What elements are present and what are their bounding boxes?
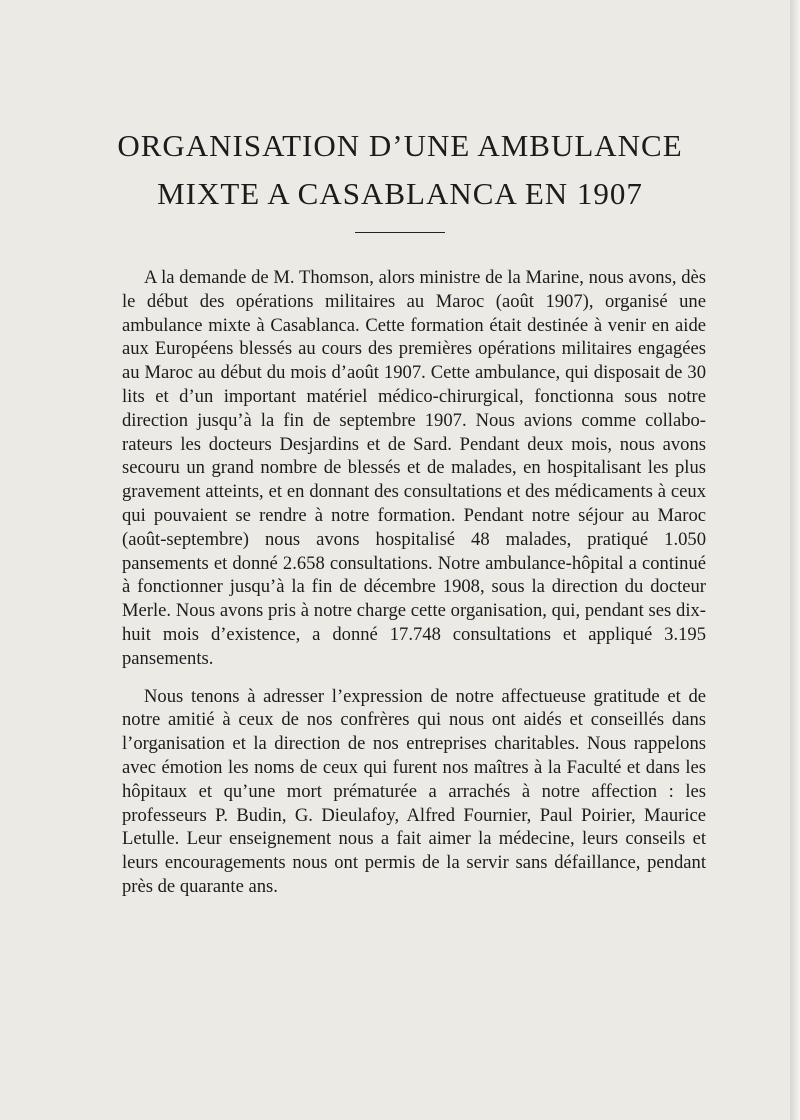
title-line-1: ORGANISATION D’UNE AMBULANCE: [117, 128, 683, 163]
page-edge-shadow: [790, 0, 800, 1120]
paragraph-2: Nous tenons à adresser l’expression de notre affectueuse gratitude et de notre amitié à ceux de nos confrères qui nous ont aidés et conseillés dans l’organisation et la direction de nos entreprises charitables. Nous rappelons avec émotion les noms de ceux qui furent nos maîtres à la Faculté et dans les hôpitaux et qu’une mort prématurée a arrachés à notre affection : les professeurs P. Budin, G. Dieulafoy, Alfred Fournier, Paul Poirier, Maurice Letulle. Leur enseignement nous a fait aimer la médecine, leurs conseils et leurs encouragements nous ont permis de la servir sans défaillance, pendant près de quarante ans.: [122, 685, 706, 897]
body-text: [122, 266, 706, 899]
title-divider: [355, 232, 445, 233]
paragraph-1: A la demande de M. Thomson, alors ministre de la Marine, nous avons, dès le début des opérations militaires au Maroc (août 1907), organisé une ambulance mixte à Casablanca. Cette formation était destinée à venir en aide aux Européens blessés au cours des premières opérations militaires engagées au Maroc au début du mois d’août 1907. Cette ambulance, qui disposait de 30 lits et d’un important matériel médico-chirurgical, fonctionna sous notre direction jusqu’à la fin de septembre 1907. Nous avions comme collaborateurs les docteurs Desjardins et de Sard. Pendant deux mois, nous avons secouru un grand nombre de blessés et de malades, en hospitalisant les plus gravement atteints, et en donnant des consultations et des médicaments à ceux qui pouvaient se rendre à notre formation. Pendant notre séjour au Maroc (août-septembre) nous avons hospitalisé 48 malades, pratiqué 1.050 pansements et donné 2.658 consultations. Notre ambulance-hôpital a continué à fonctionner jusqu’à la fin de décembre 1908, sous la direction du docteur Merle. Nous avons pris à notre charge cette organisation, qui, pendant ses dix-huit mois d’existence, a donné 17.748 consultations et appliqué 3.195 pansements.: [122, 267, 706, 669]
title-line-2: MIXTE A CASABLANCA EN 1907: [157, 176, 643, 211]
